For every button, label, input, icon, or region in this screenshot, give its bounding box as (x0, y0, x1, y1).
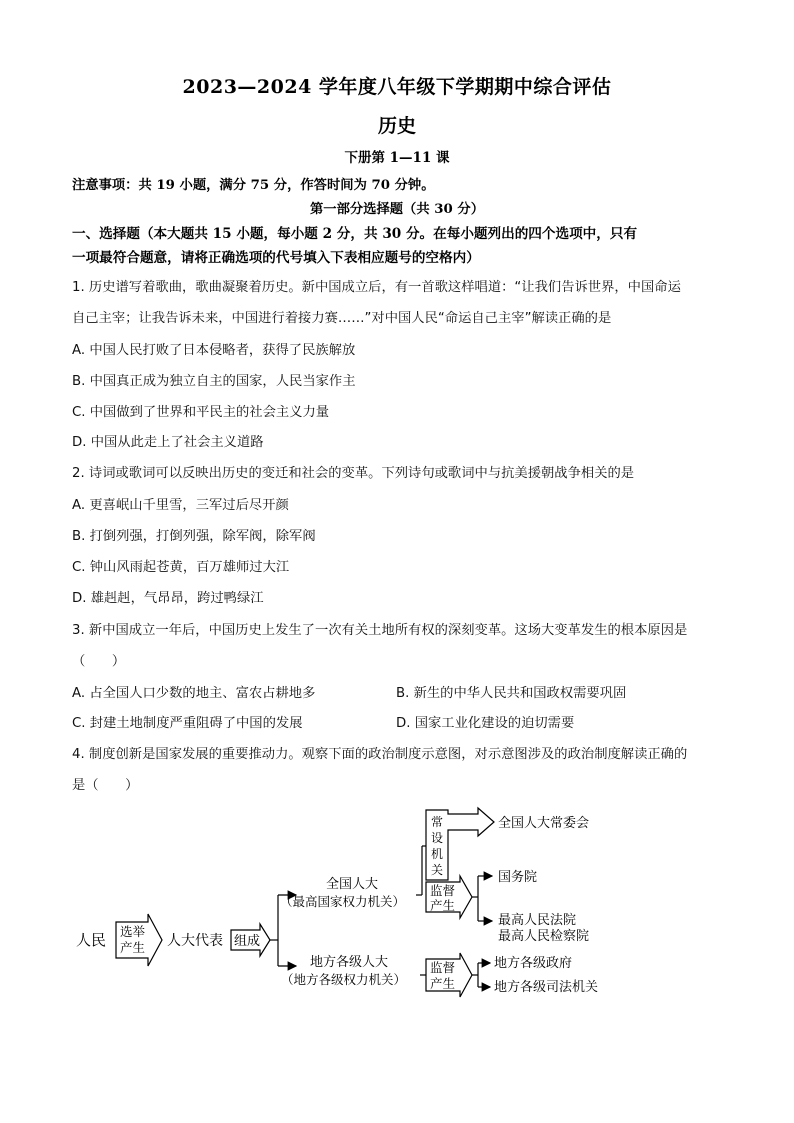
local-congress-label: 地方各级人大 (310, 955, 389, 970)
political-system-diagram (70, 800, 630, 1005)
section-instructions-line-1: 一、选择题（本大题共 15 小题，每小题 2 分，共 30 分。在每小题列出的四个选项中，只有 (72, 226, 638, 242)
elect-label-2: 产生 (120, 940, 146, 955)
part-title: 第一部分选择题（共 30 分） (309, 202, 485, 217)
exam-scope: 下册第 1—11 课 (344, 150, 450, 166)
question-4-stem-line-2: 是（ ） (72, 778, 139, 793)
standing-char-2: 设 (431, 831, 444, 845)
question-3-stem-line-2: （ ） (72, 654, 126, 669)
question-2-option-a: A. 更喜岷山千里雪，三军过后尽开颜 (72, 498, 289, 513)
standing-committee-label: 全国人大常委会 (498, 816, 590, 831)
question-3-option-d: D. 国家工业化建设的迫切需要 (396, 716, 575, 731)
question-3-option-a: A. 占全国人口少数的地主、富农占耕地多 (72, 686, 316, 701)
deputies-label: 人大代表 (167, 933, 223, 949)
question-1-option-a: A. 中国人民打败了日本侵略者，获得了民族解放 (72, 343, 356, 358)
question-1-option-b: B. 中国真正成为独立自主的国家，人民当家作主 (72, 374, 356, 389)
npc-role-label: （最高国家权力机关） (280, 894, 406, 909)
section-instructions-line-2: 一项最符合题意，请将正确选项的代号填入下表相应题号的空格内） (72, 250, 480, 266)
npc-label: 全国人大 (326, 877, 379, 892)
people-label: 人民 (76, 931, 107, 949)
supervise-lower-label-1: 监督 (430, 960, 456, 975)
standing-char-3: 机 (431, 847, 444, 861)
supervise-upper-label-2: 产生 (430, 898, 456, 913)
supreme-procuratorate-label: 最高人民检察院 (498, 929, 590, 944)
question-1-stem-line-1: 1. 历史谱写着歌曲，歌曲凝聚着历史。新中国成立后，有一首歌这样唱道：“让我们告诉世界，中国命运 (72, 280, 681, 295)
compose-label: 组成 (234, 934, 261, 949)
question-3-option-c: C. 封建土地制度严重阻碍了中国的发展 (72, 716, 303, 731)
question-3-stem-line-1: 3. 新中国成立一年后，中国历史上发生了一次有关土地所有权的深刻变革。这场大变革发生的根本原因是 (72, 623, 688, 638)
standing-char-4: 关 (431, 863, 444, 877)
elect-label-1: 选举 (120, 924, 146, 939)
question-3-option-b: B. 新生的中华人民共和国政权需要巩固 (396, 686, 627, 701)
question-1-option-c: C. 中国做到了世界和平民主的社会主义力量 (72, 405, 330, 420)
question-2-stem: 2. 诗词或歌词可以反映出历史的变迁和社会的变革。下列诗句或歌词中与抗美援朝战争相关的是 (72, 466, 635, 481)
exam-notice: 注意事项：共 19 小题，满分 75 分，作答时间为 70 分钟。 (72, 178, 435, 193)
question-1-stem-line-2: 自己主宰；让我告诉未来，中国进行着接力赛……”对中国人民“命运自己主宰”解读正确的是 (72, 311, 612, 326)
supervise-lower-label-2: 产生 (430, 976, 456, 991)
question-1-option-d: D. 中国从此走上了社会主义道路 (72, 435, 264, 450)
local-judicial-label: 地方各级司法机关 (494, 980, 599, 995)
subject-title: 历史 (377, 115, 416, 137)
standing-char-1: 常 (431, 815, 444, 829)
question-2-option-b: B. 打倒列强，打倒列强，除军阀，除军阀 (72, 529, 316, 544)
question-2-option-c: C. 钟山风雨起苍黄，百万雄师过大江 (72, 560, 290, 575)
state-council-label: 国务院 (498, 870, 538, 885)
question-4-stem-line-1: 4. 制度创新是国家发展的重要推动力。观察下面的政治制度示意图，对示意图涉及的政治制度解读正确的 (72, 747, 688, 762)
supervise-upper-label-1: 监督 (430, 883, 456, 898)
question-2-option-d: D. 雄赳赳，气昂昂，跨过鸭绿江 (72, 591, 264, 606)
local-congress-role-label: （地方各级权力机关） (281, 972, 407, 987)
exam-title: 2023—2024 学年度八年级下学期期中综合评估 (182, 76, 612, 98)
supreme-court-label: 最高人民法院 (498, 913, 577, 928)
local-government-label: 地方各级政府 (494, 956, 573, 971)
